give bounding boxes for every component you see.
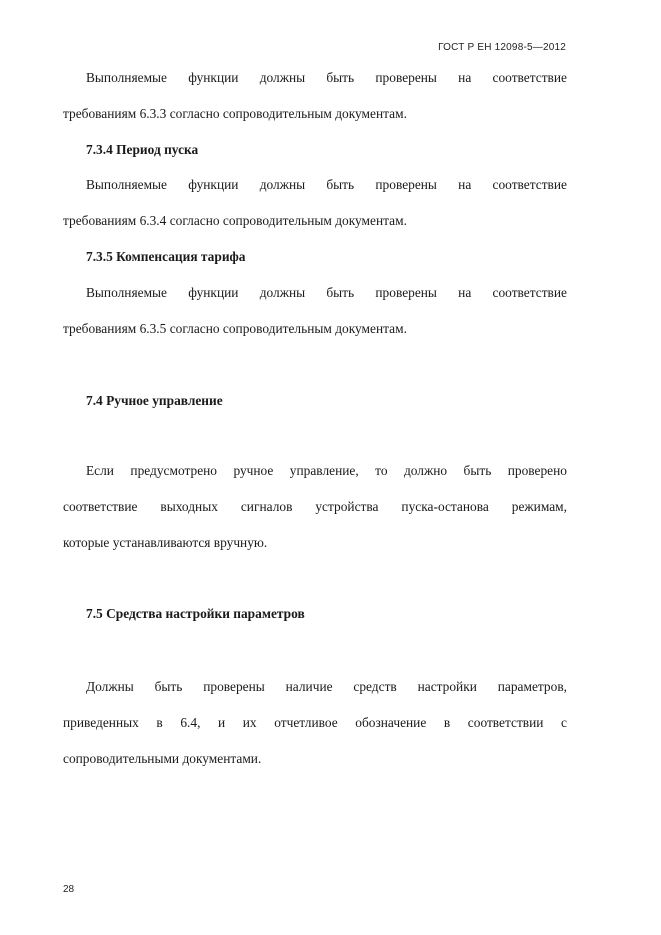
page-number: 28 <box>63 884 75 895</box>
paragraph-line: требованиям 6.3.4 согласно сопроводительным документам. <box>63 213 407 228</box>
paragraph-line: требованиям 6.3.5 согласно сопроводительным документам. <box>63 321 407 336</box>
paragraph-line: которые устанавливаются вручную. <box>63 535 268 550</box>
paragraph-7-3-4 <box>63 167 567 239</box>
paragraph-7-3-3 <box>63 60 567 132</box>
paragraph-line: приведенных в 6.4, и их отчетливое обозначение в соответствии с <box>63 715 567 730</box>
paragraph-line: Должны быть проверены наличие средств настройки параметров, <box>86 679 567 694</box>
standard-code-header: ГОСТ Р ЕН 12098-5—2012 <box>438 42 566 53</box>
heading-7-3-4: 7.3.4 Период пуска <box>86 142 199 157</box>
heading-7-5: 7.5 Средства настройки параметров <box>86 606 305 621</box>
paragraph-line: требованиям 6.3.3 согласно сопроводительным документам. <box>63 106 407 121</box>
heading-7-4: 7.4 Ручное управление <box>86 393 223 408</box>
paragraph-7-4 <box>63 453 567 561</box>
paragraph-7-5 <box>63 669 567 777</box>
paragraph-line: соответствие выходных сигналов устройства пуска-останова режимам, <box>63 499 567 514</box>
paragraph-7-3-5 <box>63 275 567 347</box>
paragraph-line: Выполняемые функции должны быть проверены на соответствие <box>86 70 567 85</box>
paragraph-line: Выполняемые функции должны быть проверены на соответствие <box>86 177 567 192</box>
paragraph-line: Если предусмотрено ручное управление, то должно быть проверено <box>86 463 567 478</box>
paragraph-line: Выполняемые функции должны быть проверены на соответствие <box>86 285 567 300</box>
heading-7-3-5: 7.3.5 Компенсация тарифа <box>86 249 246 264</box>
paragraph-line: сопроводительными документами. <box>63 751 262 766</box>
